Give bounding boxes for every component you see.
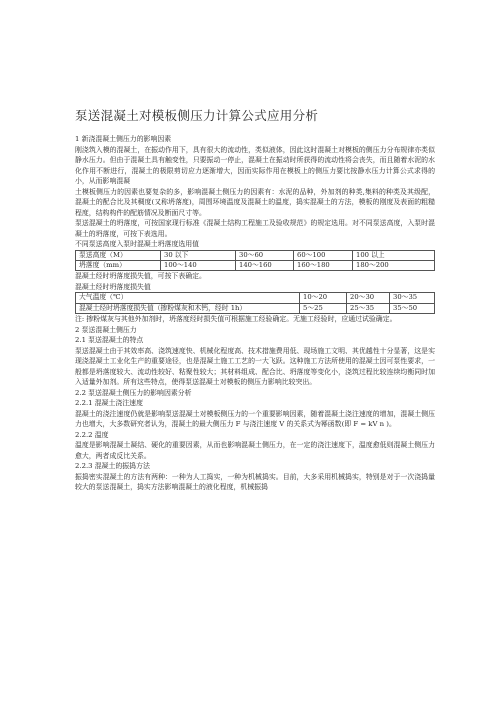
section-2-1-heading: 2.1 泵送混凝土的特点	[75, 336, 144, 345]
table-cell: 60～100	[294, 250, 353, 260]
table-2-note: 注: 掺粉煤灰与其他外加剂时，坍落度经时损失值可根据施工经验确定。无施工经验时，应通过试验确定。	[75, 315, 397, 324]
table-cell: 泵送高度（M）	[76, 250, 161, 260]
table-cell: 180～200	[353, 260, 435, 270]
document-body	[75, 106, 435, 493]
section-1-heading: 1 新浇混凝土侧压力的影响因素	[75, 135, 172, 143]
table-cell: 大气温度（℃）	[76, 293, 300, 303]
section-2-2-3-paragraph: 振捣密实混凝土的方法有两种：一种为人工捣实，一种为机械捣实。目前，大多采用机械捣实，特别是对于一次浇捣量较大的泵送混凝土，捣实方法影响混凝土的液化程度，机械振捣	[75, 472, 435, 492]
table-cell: 25～35	[347, 303, 390, 313]
table-cell: 30～35	[390, 293, 435, 303]
section-2-heading: 2 泵送混凝土侧压力	[75, 325, 137, 334]
table-cell: 20～30	[347, 293, 390, 303]
table-cell: 160～180	[294, 260, 353, 270]
table-cell: 5～25	[300, 303, 347, 313]
section-2-2-3-heading: 2.2.3 混凝土的振捣方法	[75, 462, 150, 471]
section-1-paragraph-1: 刚浇筑入模的混凝土，在振动作用下，具有很大的流动性，类似液体，因此这时混凝土对模板的侧压力分布规律亦类似静水压力。但由于混凝土具有触变性，只要振动一停止，混凝土在振动时所获得的流动性将会丧失，而且随着水泥的水化作用不断进行，混凝土的极限剪切应力逐渐增大，因而实际作用在模板上的侧压力要比按静水压力计算公式求得的小，从而影响混凝	[75, 145, 435, 185]
section-2-1-paragraph: 泵送混凝土由于其效率高、浇筑速度快、机械化程度高、技术措施费用低、现场施工文明、其优越性十分显著，这是实现浇混凝土工业化生产的重要途径，也是混凝土施工工艺的一大飞跃。这种施工方法所使用的混凝土因可泵性要求，一般都是坍落度较大、流动性较好、粘聚性较大；其材料组成、配合比、坍落度等变化小，浇筑过程比较连续均衡同时加入适量外加剂。所有这些特点，使得泵送混凝土对模板的侧压力影响比较突出。	[75, 346, 435, 387]
section-1-paragraph-2: 土模板侧压力的因素也要复杂的多，影响混凝土侧压力的因素有：水泥的品种，外加剂的种类,集料的种类及其级配，混凝土的配合比及其稠度(又称坍落度)，周围环境温度及混凝土的温度，捣实混凝土的方法，模板的刚度及表面的粗糙程度，结构构件的配筋情况及断面尺寸等。	[75, 187, 435, 217]
document-title: 泵送混凝土对模板侧压力计算公式应用分析	[75, 108, 319, 123]
table-cell: 混凝土经时坍落度损失值（掺粉煤灰和木钙，经时 1h）	[76, 303, 300, 313]
section-2-2-2-paragraph: 温度是影响混凝土凝结、硬化的重要因素，从而也影响混凝土侧压力，在一定的浇注速度下，温度愈低则混凝土侧压力愈大，两者成反比关系。	[75, 441, 435, 460]
table-row	[76, 250, 435, 260]
slump-loss-table	[75, 292, 435, 314]
table-cell: 140～160	[236, 260, 294, 270]
table-cell: 30 以下	[161, 250, 236, 260]
table-cell: 100～140	[161, 260, 236, 270]
table-cell: 100 以上	[353, 250, 435, 260]
section-2-2-1-heading: 2.2.1 混凝土浇注速度	[75, 399, 143, 408]
table-1-caption: 不同泵送高度入泵时混凝土坍落度选用值	[75, 240, 200, 248]
table-cell: 30～60	[236, 250, 294, 260]
table-1-note: 混凝土经时坍落度损失值，可按下表确定。	[75, 272, 206, 281]
table-row	[76, 303, 435, 313]
slump-selection-table	[75, 250, 435, 272]
table-row	[76, 293, 435, 303]
section-2-2-2-heading: 2.2.2 温度	[75, 430, 109, 439]
table-cell: 10～20	[300, 293, 347, 303]
table-cell: 35～50	[390, 303, 435, 313]
section-1-paragraph-3: 泵送混凝土的坍落度，可按国家现行标准《混凝土结构工程施工及验收规范》的规定选用。对不同泵送高度，入泵时混凝土的坍落度，可按下表选用。	[75, 219, 435, 238]
section-2-2-1-paragraph: 混凝土的浇注速度仍就是影响泵送混凝土对模板侧压力的一个重要影响因素，随着混凝土浇注速度的增加，混凝土侧压力也增大，大多数研究者认为，混凝土的最大侧压力 F 与浇注速度 V 的关系式为幂函数(即 F = kV n )。	[75, 409, 435, 429]
section-2-2-heading: 2.2 泵送混凝土侧压力的影响因素分析	[75, 388, 192, 397]
table-2-caption: 混凝土经时坍落度损失值	[75, 282, 151, 291]
table-cell: 坍落度（mm）	[76, 260, 161, 270]
table-row	[76, 260, 435, 270]
